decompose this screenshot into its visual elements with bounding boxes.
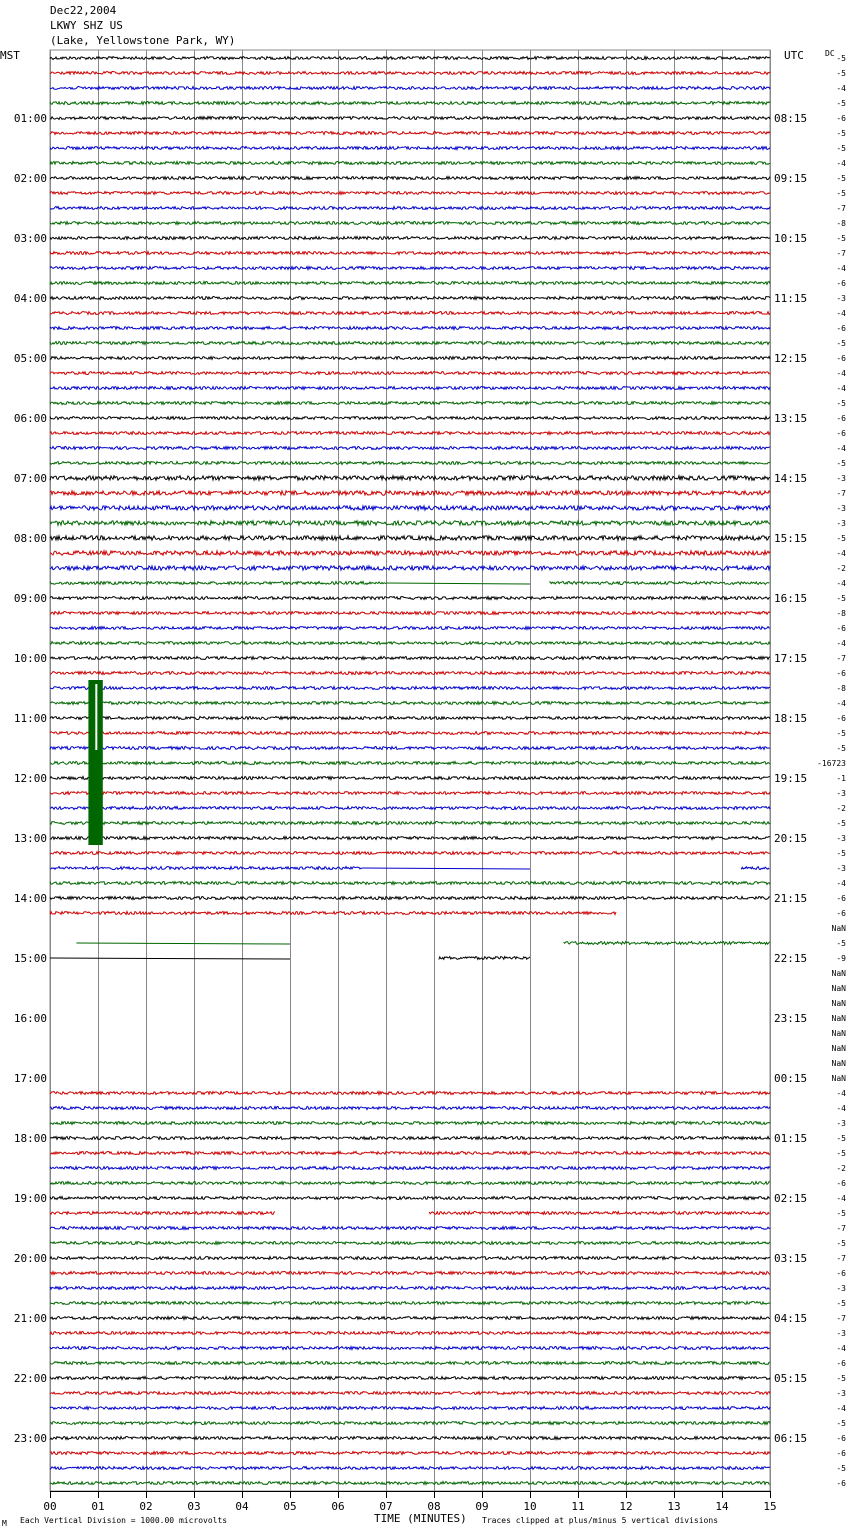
- dc-offset-label: -6: [836, 1269, 846, 1278]
- dc-offset-label: -5: [836, 744, 846, 753]
- dc-offset-label: -6: [836, 279, 846, 288]
- dc-offset-label: -3: [836, 504, 846, 513]
- right-hour-label: 05:15: [774, 1372, 808, 1385]
- right-hour-label: 22:15: [774, 952, 808, 965]
- left-hour-label: 19:00: [13, 1192, 47, 1205]
- dc-offset-label: -4: [836, 1404, 846, 1413]
- trace-row: [50, 1332, 770, 1335]
- dc-offset-label: -4: [836, 699, 846, 708]
- dc-offset-label: -8: [836, 219, 846, 228]
- trace-row: [50, 1122, 770, 1125]
- trace-row: [50, 192, 770, 195]
- right-hour-label: 16:15: [774, 592, 808, 605]
- trace-flat-segment: [386, 583, 530, 584]
- dc-label: DC: [825, 49, 835, 58]
- dc-offset-label: -4: [836, 1344, 846, 1353]
- trace-row: [50, 162, 770, 165]
- trace-row: [741, 867, 769, 870]
- dc-offset-label: NaN: [831, 999, 846, 1008]
- dc-offset-label: NaN: [831, 924, 846, 933]
- dc-offset-label: -5: [836, 849, 846, 858]
- dc-offset-label: -4: [836, 579, 846, 588]
- trace-row: [50, 1482, 770, 1485]
- trace-row: [50, 417, 770, 420]
- trace-row: [50, 566, 770, 570]
- dc-offset-label: -5: [836, 189, 846, 198]
- dc-offset-label: -7: [836, 249, 846, 258]
- dc-offset-label: -4: [836, 1089, 846, 1098]
- trace-row: [50, 1257, 770, 1260]
- dc-offset-label: -9: [836, 954, 846, 963]
- dc-offset-label: -6: [836, 1359, 846, 1368]
- trace-row: [50, 327, 770, 330]
- trace-row: [429, 1212, 769, 1215]
- trace-row: [50, 882, 770, 885]
- dc-offset-label: -6: [836, 414, 846, 423]
- trace-row: [50, 447, 770, 450]
- right-hour-label: 13:15: [774, 412, 808, 425]
- dc-offset-label: -8: [836, 609, 846, 618]
- trace-row: [50, 57, 770, 60]
- right-hour-label: 03:15: [774, 1252, 808, 1265]
- dc-offset-label: -5: [836, 69, 846, 78]
- dc-offset-label: -5: [836, 339, 846, 348]
- corner-mark: M: [2, 1519, 7, 1528]
- left-hour-label: 18:00: [13, 1132, 47, 1145]
- dc-offset-label: -3: [836, 864, 846, 873]
- trace-row: [50, 267, 770, 270]
- trace-row: [50, 762, 770, 765]
- dc-offset-label: -5: [836, 174, 846, 183]
- dc-offset-label: -1: [836, 774, 846, 783]
- right-hour-label: 23:15: [774, 1012, 808, 1025]
- trace-row: [50, 867, 362, 870]
- left-hour-label: 14:00: [13, 892, 47, 905]
- x-tick-label: 09: [475, 1500, 489, 1513]
- x-tick-label: 06: [331, 1500, 345, 1513]
- x-tick-label: 14: [715, 1500, 729, 1513]
- dc-offset-label: -5: [836, 534, 846, 543]
- trace-row: [50, 476, 770, 480]
- right-hour-label: 11:15: [774, 292, 808, 305]
- left-hour-label: 13:00: [13, 832, 47, 845]
- right-hour-label: 10:15: [774, 232, 808, 245]
- trace-row: [50, 312, 770, 315]
- trace-row: [50, 1197, 770, 1200]
- left-hour-label: 10:00: [13, 652, 47, 665]
- x-tick-label: 10: [523, 1500, 537, 1513]
- trace-row: [50, 1227, 770, 1230]
- dc-offset-label: -5: [836, 819, 846, 828]
- x-tick-label: 00: [43, 1500, 57, 1513]
- trace-row: [50, 432, 770, 435]
- left-hour-label: 03:00: [13, 232, 47, 245]
- dc-offset-label: -6: [836, 429, 846, 438]
- dc-offset-label: -6: [836, 1449, 846, 1458]
- dc-offset-label: -7: [836, 1254, 846, 1263]
- trace-row: [50, 807, 770, 810]
- dc-offset-label: -6: [836, 624, 846, 633]
- trace-row: [50, 1302, 770, 1305]
- right-timezone-label: UTC: [784, 49, 804, 62]
- trace-row: [50, 1152, 770, 1155]
- dc-offset-label: -2: [836, 804, 846, 813]
- trace-row: [50, 897, 770, 900]
- trace-row: [50, 551, 770, 555]
- dc-offset-label: -4: [836, 549, 846, 558]
- trace-row: [50, 1467, 770, 1470]
- dc-offset-label: -3: [836, 1284, 846, 1293]
- trace-row: [50, 132, 770, 135]
- dc-offset-label: -7: [836, 204, 846, 213]
- left-hour-label: 12:00: [13, 772, 47, 785]
- right-hour-label: 09:15: [774, 172, 808, 185]
- right-hour-label: 00:15: [774, 1072, 808, 1085]
- trace-row: [50, 1212, 275, 1215]
- left-hour-label: 08:00: [13, 532, 47, 545]
- trace-row: [50, 72, 770, 75]
- trace-row: [50, 222, 770, 225]
- right-hour-label: 17:15: [774, 652, 808, 665]
- right-hour-label: 12:15: [774, 352, 808, 365]
- trace-row: [50, 342, 770, 345]
- left-timezone-label: MST: [0, 49, 20, 62]
- left-hour-label: 23:00: [13, 1432, 47, 1445]
- dc-offset-label: -4: [836, 309, 846, 318]
- left-hour-label: 20:00: [13, 1252, 47, 1265]
- dc-offset-label: -3: [836, 294, 846, 303]
- left-hour-label: 09:00: [13, 592, 47, 605]
- dc-offset-label: NaN: [831, 969, 846, 978]
- trace-row: [50, 912, 616, 915]
- trace-row: [50, 1362, 770, 1365]
- trace-row: [50, 297, 770, 300]
- left-hour-label: 02:00: [13, 172, 47, 185]
- dc-offset-label: -3: [836, 834, 846, 843]
- left-hour-label: 01:00: [13, 112, 47, 125]
- x-tick-label: 13: [667, 1500, 681, 1513]
- x-tick-label: 04: [235, 1500, 249, 1513]
- dc-offset-label: -7: [836, 654, 846, 663]
- trace-flat-segment: [50, 958, 290, 959]
- dc-offset-label: -6: [836, 1434, 846, 1443]
- trace-row: [50, 627, 770, 630]
- dc-offset-label: -3: [836, 519, 846, 528]
- trace-row: [564, 942, 770, 945]
- scale-note: Each Vertical Division = 1000.00 microvolts: [20, 1516, 228, 1525]
- dc-offset-label: -6: [836, 894, 846, 903]
- x-tick-label: 08: [427, 1500, 441, 1513]
- trace-row: [50, 1242, 770, 1245]
- trace-row: [50, 642, 770, 645]
- trace-row: [50, 732, 770, 735]
- dc-offset-label: -6: [836, 909, 846, 918]
- x-axis-title: TIME (MINUTES): [374, 1512, 467, 1525]
- x-tick-label: 15: [763, 1500, 777, 1513]
- dc-offset-label: -5: [836, 729, 846, 738]
- dc-offset-label: -6: [836, 324, 846, 333]
- trace-row: [549, 582, 769, 585]
- trace-row: [50, 1092, 770, 1095]
- dc-offset-label: -6: [836, 354, 846, 363]
- trace-flat-segment: [76, 943, 290, 944]
- trace-row: [50, 282, 770, 285]
- x-tick-label: 05: [283, 1500, 297, 1513]
- trace-row: [50, 117, 770, 120]
- dc-offset-label: -4: [836, 84, 846, 93]
- dc-offset-label: -6: [836, 669, 846, 678]
- right-hour-label: 04:15: [774, 1312, 808, 1325]
- dc-offset-label: -3: [836, 1329, 846, 1338]
- left-hour-label: 21:00: [13, 1312, 47, 1325]
- trace-row: [50, 1137, 770, 1140]
- trace-row: [50, 357, 770, 360]
- dc-offset-label: -2: [836, 564, 846, 573]
- trace-row: [50, 147, 770, 150]
- dc-offset-label: -4: [836, 384, 846, 393]
- trace-row: [50, 87, 770, 90]
- clip-note: Traces clipped at plus/minus 5 vertical divisions: [482, 1516, 719, 1525]
- dc-offset-label: -7: [836, 1314, 846, 1323]
- dc-offset-label: -3: [836, 789, 846, 798]
- dc-offset-label: NaN: [831, 1014, 846, 1023]
- dc-offset-label: -5: [836, 99, 846, 108]
- left-hour-label: 22:00: [13, 1372, 47, 1385]
- right-hour-label: 08:15: [774, 112, 808, 125]
- right-hour-label: 02:15: [774, 1192, 808, 1205]
- dc-offset-label: -8: [836, 684, 846, 693]
- dc-offset-label: -3: [836, 1119, 846, 1128]
- right-hour-label: 21:15: [774, 892, 808, 905]
- trace-row: [50, 612, 770, 615]
- trace-row: [50, 582, 386, 585]
- x-tick-label: 11: [571, 1500, 585, 1513]
- x-tick-label: 02: [139, 1500, 153, 1513]
- dc-offset-label: -5: [836, 1149, 846, 1158]
- chart-date: Dec22,2004: [50, 4, 117, 17]
- trace-row: [50, 1182, 770, 1185]
- dc-offset-label: -16723: [817, 759, 846, 768]
- plot-frame: [50, 50, 770, 1491]
- left-hour-label: 05:00: [13, 352, 47, 365]
- dc-offset-label: -6: [836, 714, 846, 723]
- trace-row: [50, 402, 770, 405]
- dc-offset-label: -6: [836, 114, 846, 123]
- dc-offset-label: -5: [836, 1239, 846, 1248]
- trace-row: [50, 237, 770, 240]
- trace-row: [50, 1287, 770, 1290]
- trace-row: [50, 1377, 770, 1380]
- right-hour-label: 06:15: [774, 1432, 808, 1445]
- dc-offset-label: -5: [836, 1464, 846, 1473]
- trace-row: [439, 957, 530, 960]
- dc-offset-label: NaN: [831, 1074, 846, 1083]
- dc-offset-label: -5: [836, 399, 846, 408]
- trace-row: [50, 717, 770, 720]
- trace-row: [50, 777, 770, 780]
- trace-row: [50, 1437, 770, 1440]
- dc-offset-label: -4: [836, 264, 846, 273]
- x-tick-label: 03: [187, 1500, 201, 1513]
- trace-row: [50, 372, 770, 375]
- chart-station: LKWY SHZ US: [50, 19, 123, 32]
- trace-row: [50, 672, 770, 675]
- trace-row: [50, 852, 770, 855]
- dc-offset-label: -4: [836, 159, 846, 168]
- trace-row: [50, 792, 770, 795]
- left-hour-label: 04:00: [13, 292, 47, 305]
- dc-offset-label: -5: [836, 1374, 846, 1383]
- dc-offset-label: -5: [836, 1209, 846, 1218]
- trace-row: [50, 1392, 770, 1395]
- trace-row: [50, 1272, 770, 1275]
- right-hour-label: 14:15: [774, 472, 808, 485]
- trace-row: [50, 491, 770, 495]
- dc-offset-label: -7: [836, 1224, 846, 1233]
- dc-offset-label: NaN: [831, 1059, 846, 1068]
- right-hour-label: 01:15: [774, 1132, 808, 1145]
- left-hour-label: 07:00: [13, 472, 47, 485]
- trace-row: [50, 1107, 770, 1110]
- dc-offset-label: -4: [836, 1104, 846, 1113]
- dc-offset-label: -5: [836, 129, 846, 138]
- x-tick-label: 01: [91, 1500, 105, 1513]
- trace-row: [50, 506, 770, 510]
- dc-offset-label: -5: [836, 594, 846, 603]
- trace-row: [50, 702, 770, 705]
- dc-offset-label: -4: [836, 879, 846, 888]
- dc-offset-label: NaN: [831, 984, 846, 993]
- trace-row: [50, 102, 770, 105]
- trace-row: [50, 536, 770, 540]
- dc-offset-label: -5: [836, 459, 846, 468]
- trace-row: [50, 1407, 770, 1410]
- trace-row: [50, 462, 770, 465]
- left-hour-label: 17:00: [13, 1072, 47, 1085]
- dc-offset-label: -4: [836, 639, 846, 648]
- dc-offset-label: -2: [836, 1164, 846, 1173]
- trace-row: [50, 1452, 770, 1455]
- dc-offset-label: -5: [836, 54, 846, 63]
- dc-offset-label: -4: [836, 1194, 846, 1203]
- trace-row: [50, 837, 770, 840]
- dc-offset-label: -6: [836, 1179, 846, 1188]
- x-tick-label: 12: [619, 1500, 633, 1513]
- trace-row: [50, 1317, 770, 1320]
- dc-offset-label: -6: [836, 1479, 846, 1488]
- chart-location: (Lake, Yellowstone Park, WY): [50, 34, 236, 47]
- trace-row: [50, 822, 770, 825]
- left-hour-label: 16:00: [13, 1012, 47, 1025]
- dc-offset-label: -5: [836, 939, 846, 948]
- dc-offset-label: -5: [836, 144, 846, 153]
- dc-offset-label: NaN: [831, 1029, 846, 1038]
- trace-row: [50, 387, 770, 390]
- dc-offset-label: -5: [836, 1299, 846, 1308]
- x-tick-label: 07: [379, 1500, 393, 1513]
- dc-offset-label: -7: [836, 489, 846, 498]
- dc-offset-label: -5: [836, 1419, 846, 1428]
- dc-offset-label: -5: [836, 234, 846, 243]
- trace-row: [50, 1167, 770, 1170]
- trace-row: [50, 657, 770, 660]
- trace-row: [50, 1422, 770, 1425]
- trace-row: [50, 177, 770, 180]
- trace-row: [50, 1347, 770, 1350]
- trace-row: [50, 747, 770, 750]
- dc-offset-label: -3: [836, 1389, 846, 1398]
- trace-row: [50, 521, 770, 525]
- trace-flat-segment: [362, 868, 530, 869]
- trace-row: [50, 252, 770, 255]
- right-hour-label: 18:15: [774, 712, 808, 725]
- trace-row: [50, 597, 770, 600]
- dc-offset-label: -5: [836, 1134, 846, 1143]
- right-hour-label: 20:15: [774, 832, 808, 845]
- dc-offset-label: -4: [836, 369, 846, 378]
- dc-offset-label: NaN: [831, 1044, 846, 1053]
- left-hour-label: 06:00: [13, 412, 47, 425]
- trace-row: [50, 687, 770, 690]
- right-hour-label: 19:15: [774, 772, 808, 785]
- dc-offset-label: -4: [836, 444, 846, 453]
- left-hour-label: 11:00: [13, 712, 47, 725]
- trace-row: [50, 207, 770, 210]
- dc-offset-label: -3: [836, 474, 846, 483]
- left-hour-label: 15:00: [13, 952, 47, 965]
- right-hour-label: 15:15: [774, 532, 808, 545]
